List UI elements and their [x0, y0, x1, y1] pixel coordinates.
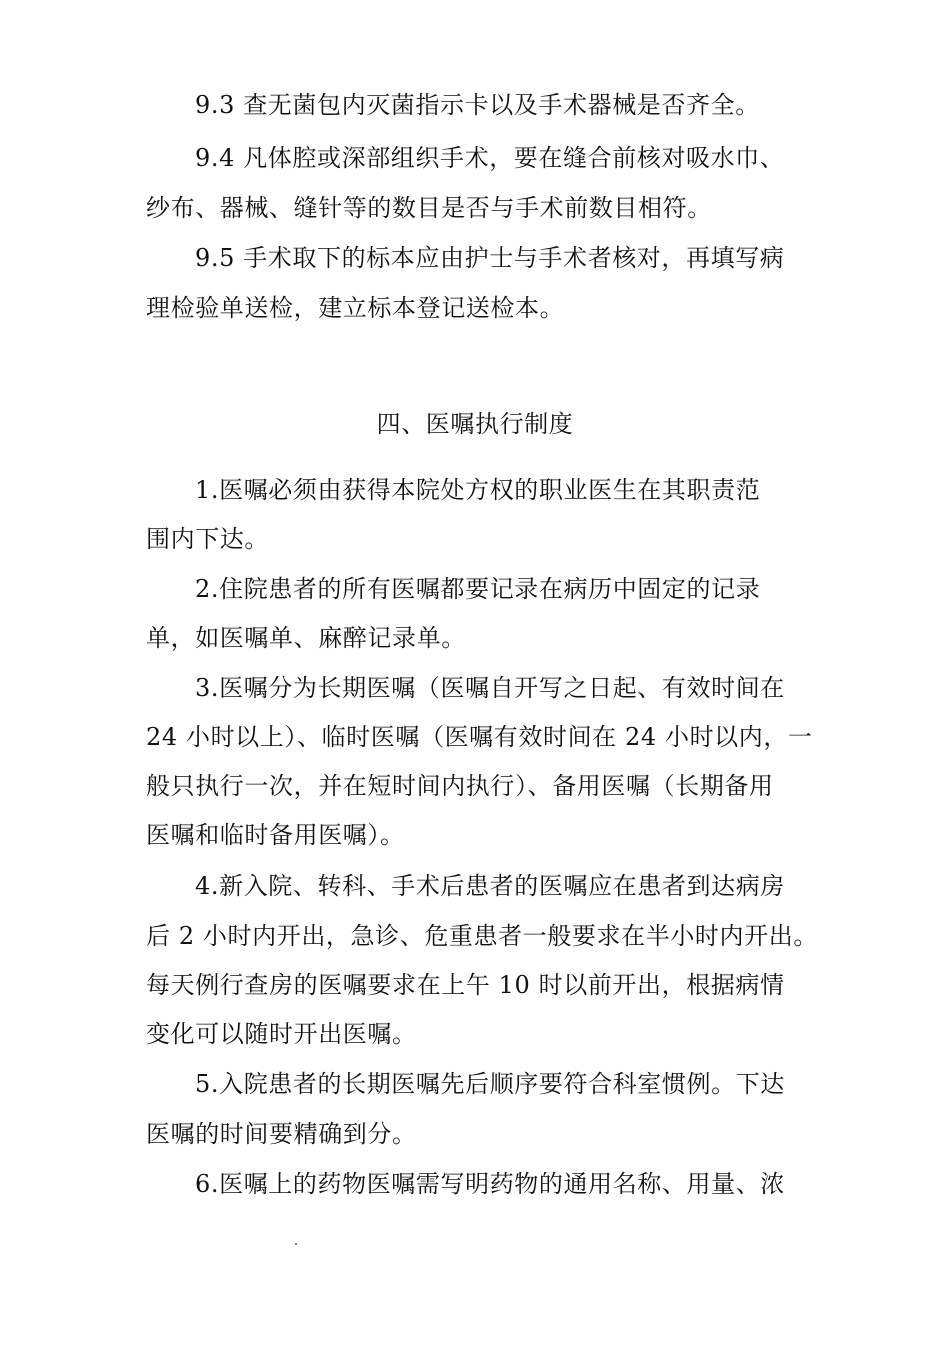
item-4-line-3: 每天例行查房的医嘱要求在上午 10 时以前开出，根据病情	[146, 971, 785, 999]
item-4-line-2: 后 2 小时内开出，急诊、危重患者一般要求在半小时内开出。	[146, 922, 818, 950]
item-4-line-4: 变化可以随时开出医嘱。	[146, 1020, 417, 1048]
item-3-line-3: 般只执行一次，并在短时间内执行）、备用医嘱（长期备用	[146, 772, 774, 800]
item-3-line-2: 24 小时以上）、临时医嘱（医嘱有效时间在 24 小时以内，一	[146, 723, 813, 751]
paragraph-9-5-line-2: 理检验单送检，建立标本登记送检本。	[146, 294, 565, 322]
paragraph-9-4-line-1: 9.4 凡体腔或深部组织手术，要在缝合前核对吸水巾、	[195, 144, 785, 172]
item-5-line-2: 医嘱的时间要精确到分。	[146, 1120, 417, 1148]
paragraph-9-4-line-2: 纱布、器械、缝针等的数目是否与手术前数目相符。	[146, 194, 712, 222]
item-6-line-1: 6.医嘱上的药物医嘱需写明药物的通用名称、用量、浓	[195, 1170, 785, 1198]
item-2-line-1: 2.住院患者的所有医嘱都要记录在病历中固定的记录	[195, 575, 761, 603]
footer-dot	[295, 1243, 297, 1245]
paragraph-9-5-line-1: 9.5 手术取下的标本应由护士与手术者核对，再填写病	[195, 244, 785, 272]
item-1-line-2: 围内下达。	[146, 525, 269, 553]
paragraph-9-3: 9.3 查无菌包内灭菌指示卡以及手术器械是否齐全。	[195, 91, 760, 119]
section-title: 四、医嘱执行制度	[376, 410, 574, 438]
item-3-line-4: 医嘱和临时备用医嘱）。	[146, 821, 405, 849]
item-4-line-1: 4.新入院、转科、手术后患者的医嘱应在患者到达病房	[195, 872, 785, 900]
item-5-line-1: 5.入院患者的长期医嘱先后顺序要符合科室惯例。下达	[195, 1070, 785, 1098]
item-3-line-1: 3.医嘱分为长期医嘱（医嘱自开写之日起、有效时间在	[195, 674, 785, 702]
item-1-line-1: 1.医嘱必须由获得本院处方权的职业医生在其职责范	[195, 476, 761, 504]
item-2-line-2: 单，如医嘱单、麻醉记录单。	[146, 624, 466, 652]
